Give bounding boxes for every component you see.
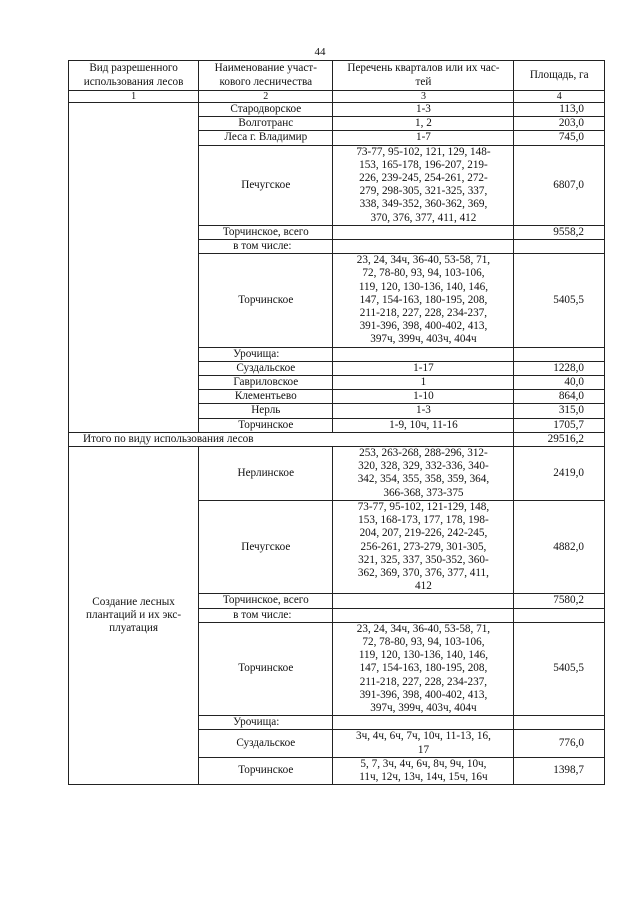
- quarters-list: 1-3: [333, 404, 514, 418]
- quarters-list: [333, 225, 514, 239]
- area-value: 7580,2: [514, 594, 605, 608]
- forest-use-type-empty: [69, 103, 199, 433]
- forestry-name: Торчинское, всего: [199, 225, 333, 239]
- quarters-list: 1: [333, 376, 514, 390]
- quarters-list: 1-17: [333, 361, 514, 375]
- header-area: Площадь, га: [514, 61, 605, 91]
- area-value: [514, 608, 605, 622]
- header-row: [69, 61, 605, 91]
- column-number: 1: [69, 91, 199, 103]
- quarters-list: 73-77, 95-102, 121, 129, 148- 153, 165-178, 196-207, 219- 226, 239-245, 254-261, 272- 279, 298-305, 321-325, 337, 338, 349-352, 360-362, 369, 370, 376, 377, 411, 412: [333, 145, 514, 225]
- quarters-list: 1-10: [333, 390, 514, 404]
- area-value: 5405,5: [514, 254, 605, 347]
- forestry-name: Торчинское, всего: [199, 594, 333, 608]
- quarters-list: 1-7: [333, 131, 514, 145]
- area-value: 776,0: [514, 730, 605, 757]
- forestry-name: Стародворское: [199, 103, 333, 117]
- forest-use-type: Создание лесных плантаций и их экс- плуатация: [69, 447, 199, 785]
- table-row: [69, 447, 605, 501]
- header-forest-use-type: Вид разрешенного использования лесов: [69, 61, 199, 91]
- quarters-list: 1-3: [333, 103, 514, 117]
- area-value: 6807,0: [514, 145, 605, 225]
- area-value: [514, 240, 605, 254]
- total-row: [69, 432, 605, 446]
- forestry-name: Торчинское: [199, 757, 333, 784]
- area-value: 9558,2: [514, 225, 605, 239]
- quarters-list: 5, 7, 3ч, 4ч, 6ч, 8ч, 9ч, 10ч, 11ч, 12ч, 13ч, 14ч, 15ч, 16ч: [333, 757, 514, 784]
- quarters-list: 23, 24, 34ч, 36-40, 53-58, 71, 72, 78-80, 93, 94, 103-106, 119, 120, 130-136, 140, 146, 147, 154-163, 180-195, 208, 211-218, 227, 228, 234-237, 391-396, 398, 400-402, 413, 397ч, 399ч, 403ч, 404ч: [333, 622, 514, 715]
- total-area: 29516,2: [514, 432, 605, 446]
- quarters-list: 253, 263-268, 288-296, 312- 320, 328, 329, 332-336, 340- 342, 354, 355, 358, 359, 364, 366-368, 373-375: [333, 447, 514, 501]
- forestry-name: Урочища:: [199, 716, 333, 730]
- page-number: 44: [314, 46, 326, 58]
- total-label: Итого по виду использования лесов: [69, 432, 514, 446]
- area-value: [514, 347, 605, 361]
- forestry-name: в том числе:: [199, 608, 333, 622]
- forest-use-table: [68, 60, 605, 785]
- area-value: 1705,7: [514, 418, 605, 432]
- forestry-name: Волготранс: [199, 117, 333, 131]
- area-value: 203,0: [514, 117, 605, 131]
- area-value: 315,0: [514, 404, 605, 418]
- quarters-list: 1-9, 10ч, 11-16: [333, 418, 514, 432]
- forestry-name: Печугское: [199, 500, 333, 593]
- quarters-list: [333, 347, 514, 361]
- quarters-list: [333, 716, 514, 730]
- column-number-row: [69, 91, 605, 103]
- area-value: 1398,7: [514, 757, 605, 784]
- table-row: [69, 103, 605, 117]
- forestry-name: в том числе:: [199, 240, 333, 254]
- forestry-name: Нерлинское: [199, 447, 333, 501]
- area-value: 1228,0: [514, 361, 605, 375]
- area-value: [514, 716, 605, 730]
- area-value: 113,0: [514, 103, 605, 117]
- area-value: 745,0: [514, 131, 605, 145]
- quarters-list: [333, 594, 514, 608]
- area-value: 864,0: [514, 390, 605, 404]
- forestry-name: Печугское: [199, 145, 333, 225]
- quarters-list: [333, 608, 514, 622]
- forestry-name: Суздальское: [199, 730, 333, 757]
- quarters-list: 3ч, 4ч, 6ч, 7ч, 10ч, 11-13, 16, 17: [333, 730, 514, 757]
- forestry-name: Клементьево: [199, 390, 333, 404]
- column-number: 3: [333, 91, 514, 103]
- area-value: 2419,0: [514, 447, 605, 501]
- header-forestry-name: Наименование участ- кового лесничества: [199, 61, 333, 91]
- column-number: 2: [199, 91, 333, 103]
- forestry-name: Суздальское: [199, 361, 333, 375]
- forestry-name: Торчинское: [199, 622, 333, 715]
- area-value: 40,0: [514, 376, 605, 390]
- forestry-name: Нерль: [199, 404, 333, 418]
- quarters-list: 1, 2: [333, 117, 514, 131]
- forestry-name: Леса г. Владимир: [199, 131, 333, 145]
- quarters-list: 73-77, 95-102, 121-129, 148, 153, 168-173, 177, 178, 198- 204, 207, 219-226, 242-245, 256-261, 273-279, 301-305, 321, 325, 337, 350-352, 360- 362, 369, 370, 376, 377, 411, 412: [333, 500, 514, 593]
- forestry-name: Торчинское: [199, 418, 333, 432]
- quarters-list: 23, 24, 34ч, 36-40, 53-58, 71, 72, 78-80, 93, 94, 103-106, 119, 120, 130-136, 140, 146, 147, 154-163, 180-195, 208, 211-218, 227, 228, 234-237, 391-396, 398, 400-402, 413, 397ч, 399ч, 403ч, 404ч: [333, 254, 514, 347]
- forestry-name: Гавриловское: [199, 376, 333, 390]
- forestry-name: Торчинское: [199, 254, 333, 347]
- column-number: 4: [514, 91, 605, 103]
- area-value: 4882,0: [514, 500, 605, 593]
- quarters-list: [333, 240, 514, 254]
- forestry-name: Урочища:: [199, 347, 333, 361]
- header-quarters-list: Перечень кварталов или их час- тей: [333, 61, 514, 91]
- area-value: 5405,5: [514, 622, 605, 715]
